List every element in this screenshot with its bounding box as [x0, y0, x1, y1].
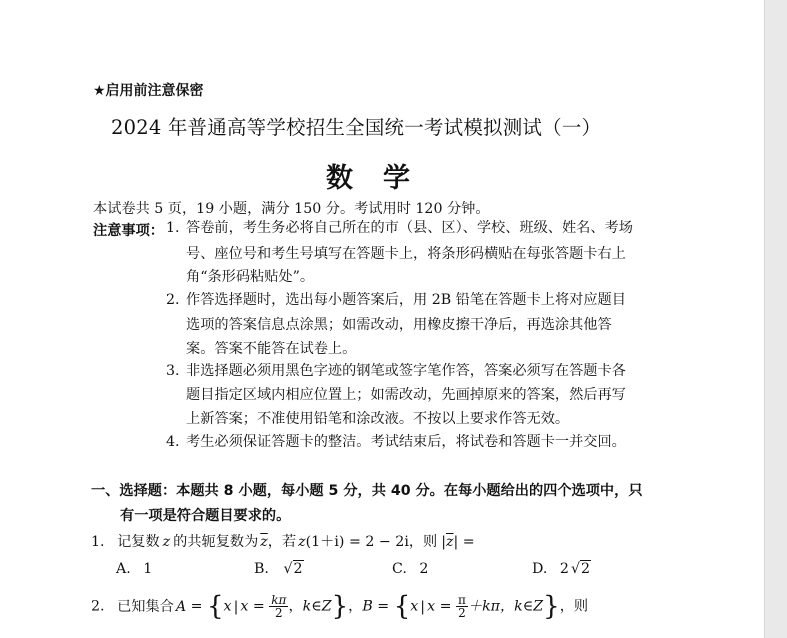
abs-bar: |	[441, 534, 447, 550]
notice-line: 号、座位号和考生号填写在答题卡上，将条形码横贴在每张答题卡右上	[186, 246, 626, 262]
sqrt-expression	[283, 561, 303, 577]
notice-line: 考生必须保证答题卡的整洁。考试结束后，将试卷和答题卡一并交回。	[186, 434, 626, 450]
math-expression: x =	[240, 598, 270, 615]
section-heading-cont: 有一项是符合题目要求的。	[120, 508, 291, 524]
separator: ，	[348, 598, 363, 615]
set-name: A	[175, 598, 187, 615]
abs-bar: |	[453, 534, 459, 550]
right-brace: }	[543, 591, 560, 622]
math-conjugate: $\overline{z}$	[260, 534, 268, 550]
set-bar: |	[420, 598, 426, 615]
question-text: ，则	[559, 598, 589, 615]
math-var: x	[410, 598, 419, 615]
right-brace: }	[331, 591, 349, 622]
sqrt-expression	[571, 561, 591, 577]
notice-line: 非选择题必须用黑色字迹的钢笔或签字笔作答，答案必须写在答题卡各	[186, 363, 626, 379]
option-label: B.	[254, 561, 269, 577]
question-number: 1.	[91, 534, 105, 550]
math-conjugate: $\overline{z}$	[446, 534, 454, 550]
left-brace: {	[393, 591, 411, 622]
option-coef: 2	[559, 561, 569, 577]
notice-line: 角“条形码粘贴处”。	[186, 269, 315, 285]
option-label: A.	[116, 561, 131, 577]
notice-num: 3.	[166, 363, 180, 379]
math-expression: ＋kπ，	[467, 598, 515, 615]
set-bar: |	[233, 598, 239, 615]
section-heading: 一、选择题：本题共 8 小题，每小题 5 分，共 40 分。在每小题给出的四个选项中，只	[91, 483, 643, 499]
comma: ，	[288, 598, 303, 615]
notice-line: 选项的答案信息点涂黑；如需改动，用橡皮擦干净后，再选涂其他答	[186, 317, 612, 333]
question-2	[91, 591, 589, 622]
math-expression: (1＋i) = 2 − 2i，则	[305, 534, 438, 550]
option-label: D.	[532, 561, 548, 577]
sqrt-radicand: 2	[580, 561, 591, 577]
math-var: z	[298, 534, 306, 550]
question-text: 的共轭复数为	[173, 534, 259, 550]
confidential-label: ★启用前注意保密	[93, 83, 204, 99]
option-value: 1	[143, 561, 153, 577]
question-1	[91, 531, 475, 551]
fraction	[269, 594, 288, 619]
notice-num: 4.	[166, 434, 180, 450]
option-b	[254, 561, 304, 577]
option-c	[392, 561, 428, 577]
notice-num: 2.	[166, 292, 180, 308]
vertical-scrollbar[interactable]	[764, 0, 787, 638]
math-expression: x =	[427, 598, 456, 615]
option-value: 2	[419, 561, 429, 577]
math-eq: =	[186, 598, 207, 615]
option-a	[116, 561, 152, 577]
question-text: 记复数	[117, 534, 160, 550]
math-var: x	[223, 598, 232, 615]
exam-intro: 本试卷共 5 页，19 小题，满分 150 分。考试用时 120 分钟。	[93, 201, 490, 217]
fraction	[456, 594, 468, 619]
question-number: 2.	[91, 598, 105, 615]
option-label: C.	[392, 561, 407, 577]
math-expression: k∈Z	[514, 598, 544, 615]
question-text: ，若	[267, 534, 297, 550]
sqrt-sign: √	[570, 561, 580, 577]
question-text: =	[458, 534, 475, 550]
left-brace: {	[207, 591, 224, 622]
math-expression: k∈Z	[302, 598, 332, 615]
sqrt-radicand: 2	[293, 561, 303, 577]
option-d	[532, 561, 591, 577]
fraction-denominator: 2	[275, 606, 283, 620]
notice-line: 题目指定区域内相应位置上；如需改动，先画掉原来的答案，然后再写	[186, 387, 626, 403]
subject-title: 数学	[326, 163, 440, 194]
math-var: z	[162, 534, 171, 550]
fraction-denominator: 2	[458, 606, 466, 620]
fraction-numerator: π	[457, 593, 466, 607]
notice-line: 作答选择题时，选出每小题答案后，用 2B 铅笔在答题卡上将对应题目	[186, 292, 626, 308]
fraction-numerator: kπ	[271, 593, 287, 607]
notice-line: 答卷前，考生务必将自己所在的市（县、区）、学校、班级、姓名、考场	[186, 220, 633, 236]
math-eq: =	[372, 598, 394, 615]
question-text: 已知集合	[117, 598, 174, 615]
sqrt-sign: √	[283, 561, 293, 577]
notice-label: 注意事项：	[93, 223, 164, 239]
notice-line: 案。答案不能答在试卷上。	[186, 341, 357, 357]
exam-title: 2024 年普通高等学校招生全国统一考试模拟测试（一）	[111, 116, 602, 139]
notice-line: 上新答案；不准使用铅笔和涂改液。不按以上要求作答无效。	[186, 411, 570, 427]
set-name: B	[362, 598, 373, 615]
notice-num: 1.	[166, 220, 180, 236]
